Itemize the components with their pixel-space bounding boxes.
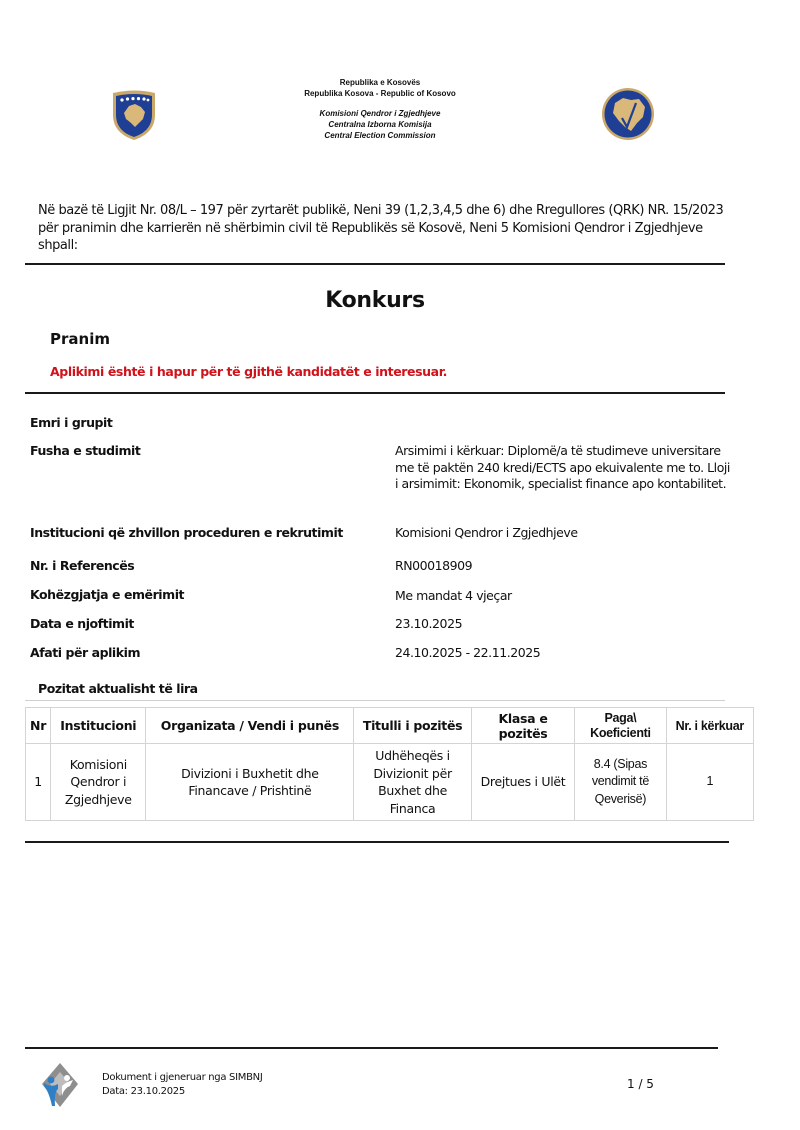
page-number: 1 / 5 xyxy=(627,1077,654,1091)
field-value-notice-date: 23.10.2025 xyxy=(395,616,463,631)
field-label-application-deadline: Afati për aplikim xyxy=(30,645,141,660)
divider xyxy=(25,263,725,265)
kosovo-coat-of-arms-icon xyxy=(111,89,157,141)
field-label-study-field: Fusha e studimit xyxy=(30,443,141,458)
field-label-group-name: Emri i grupit xyxy=(30,415,113,430)
cell-position-class: Drejtues i Ulët xyxy=(471,744,574,821)
field-value-recruiting-institution: Komisioni Qendror i Zgjedhjeve xyxy=(395,525,578,540)
page-title: Konkurs xyxy=(325,288,425,313)
table-row xyxy=(26,744,754,821)
institution-name-line-3: Central Election Commission xyxy=(324,131,436,140)
footer-date: Data: 23.10.2025 xyxy=(102,1085,185,1097)
column-header-institution: Institucioni xyxy=(51,708,146,744)
application-notice: Aplikimi është i hapur për të gjithë kandidatët e interesuar. xyxy=(50,364,448,379)
footer-divider xyxy=(25,1047,718,1049)
field-label-appointment-duration: Kohëzgjatja e emërimit xyxy=(30,587,185,602)
institution-name-line-1: Komisioni Qendror i Zgjedhjeve xyxy=(319,109,441,118)
simbnj-logo-icon xyxy=(40,1062,80,1108)
country-name-line-1: Republika e Kosovës xyxy=(339,78,421,87)
page-subtitle: Pranim xyxy=(50,330,110,348)
column-header-organization: Organizata / Vendi i punës xyxy=(146,708,354,744)
table-header-row xyxy=(26,708,754,744)
field-value-appointment-duration: Me mandat 4 vjeçar xyxy=(395,588,512,603)
divider xyxy=(25,841,729,843)
cell-nr: 1 xyxy=(26,744,51,821)
cell-salary: 8.4 (Sipas vendimit të Qeverisë) xyxy=(575,744,666,821)
field-label-notice-date: Data e njoftimit xyxy=(30,616,134,631)
positions-table xyxy=(25,707,754,821)
column-header-position-title: Titulli i pozitës xyxy=(354,708,471,744)
divider xyxy=(25,392,725,394)
institution-name-line-2: Centralna Izborna Komisija xyxy=(328,120,432,129)
cec-logo-icon xyxy=(601,87,655,141)
field-value-study-field: Arsimimi i kërkuar: Diplomë/a të studimeve universitare me të paktën 240 kredi/ECTS apo ekuivalente me to. Lloji i arsimimit: Ekonomik, specialist finance apo kontabilitet. xyxy=(395,443,730,491)
cell-position-title: Udhëheqës i Divizionit për Buxhet dhe Financa xyxy=(354,744,471,821)
document-header xyxy=(260,77,500,141)
footer-info xyxy=(102,1071,262,1098)
cell-organization: Divizioni i Buxhetit dhe Financave / Prishtinë xyxy=(146,744,354,821)
footer-generated-by: Dokument i gjeneruar nga SIMBNJ xyxy=(102,1072,263,1083)
country-name-line-2: Republika Kosova - Republic of Kosovo xyxy=(304,89,456,98)
column-header-required-count: Nr. i kërkuar xyxy=(666,708,753,744)
legal-basis-paragraph: Në bazë të Ligjit Nr. 08/L – 197 për zyrtarët publikë, Neni 39 (1,2,3,4,5 dhe 6) dhe Rregullores (QRK) NR. 15/2023 për pranimin dhe karrierën në shërbimin civil të Republikës së Kosovë, Neni 5 Komisioni Qendror i Zgjedhjeve shpall: xyxy=(38,203,724,253)
cell-required-count: 1 xyxy=(666,744,753,821)
field-value-application-deadline: 24.10.2025 - 22.11.2025 xyxy=(395,645,541,660)
column-header-nr: Nr xyxy=(26,708,51,744)
positions-heading: Pozitat aktualisht të lira xyxy=(38,681,198,696)
field-value-reference-number: RN00018909 xyxy=(395,558,473,573)
column-header-salary: Paga\ Koeficienti xyxy=(575,708,666,744)
cell-institution: Komisioni Qendror i Zgjedhjeve xyxy=(51,744,146,821)
divider xyxy=(25,700,725,701)
column-header-position-class: Klasa e pozitës xyxy=(471,708,574,744)
field-label-reference-number: Nr. i Referencës xyxy=(30,558,135,573)
field-label-recruiting-institution: Institucioni që zhvillon proceduren e rekrutimit xyxy=(30,525,343,540)
